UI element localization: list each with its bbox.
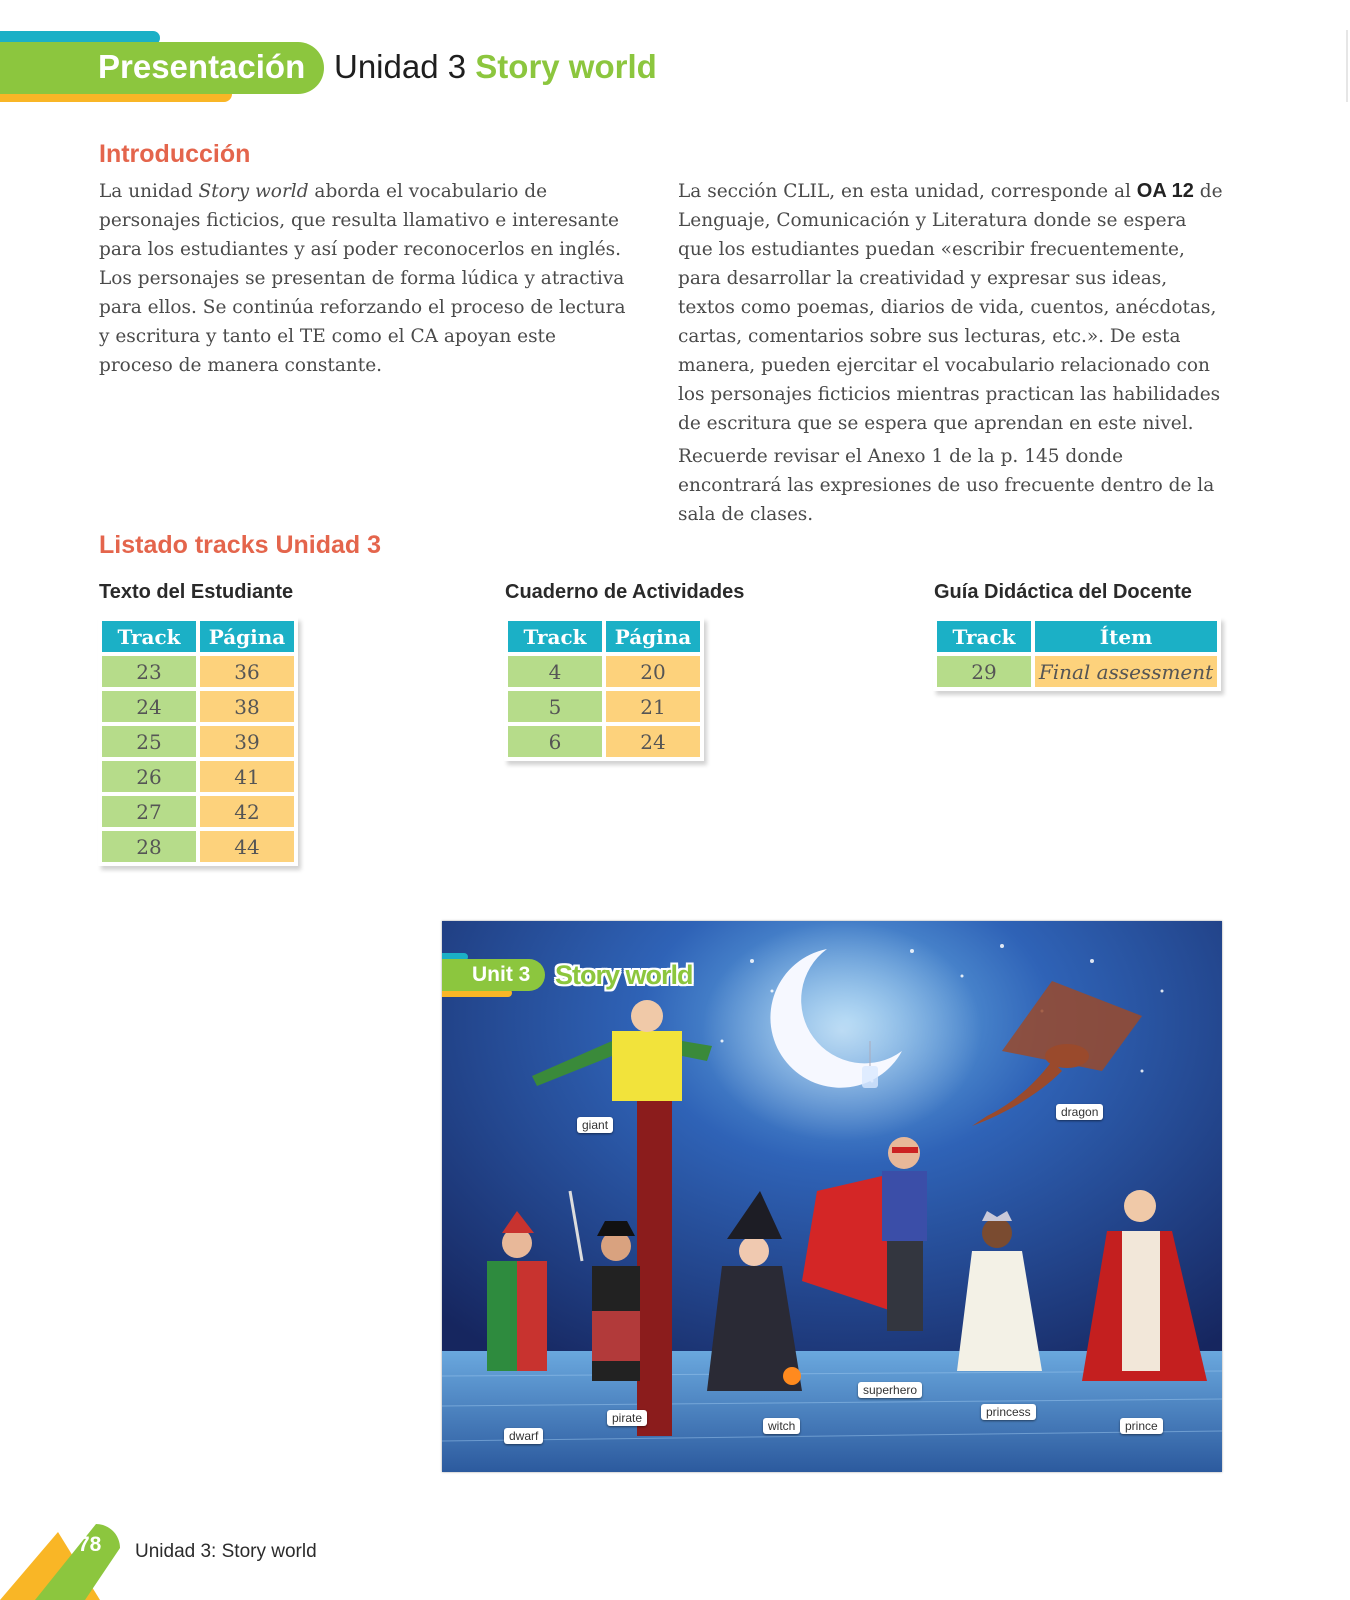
page-edge-divider bbox=[1346, 30, 1348, 102]
table-row bbox=[937, 656, 1217, 687]
cuaderno-table-title: Cuaderno de Actividades bbox=[505, 581, 745, 603]
running-title: Unidad 3: Story world bbox=[135, 1541, 317, 1562]
unit-title: Story world bbox=[555, 960, 693, 990]
page-title bbox=[334, 46, 657, 88]
track-cell: 6 bbox=[508, 726, 602, 757]
column-header: Página bbox=[606, 621, 700, 652]
track-cell: 25 bbox=[102, 726, 196, 757]
cuaderno-tracks-table bbox=[504, 617, 704, 761]
table-row bbox=[508, 726, 700, 757]
column-header: Track bbox=[937, 621, 1031, 652]
intro-annex-note: Recuerde revisar el Anexo 1 de la p. 145 donde encontrará las expresiones de uso frecuente dentro de la sala de clases. bbox=[678, 446, 1215, 525]
texto-table-title: Texto del Estudiante bbox=[99, 581, 294, 603]
label-dragon: dragon bbox=[1056, 1104, 1103, 1120]
column-header: Track bbox=[102, 621, 196, 652]
value-cell: 24 bbox=[606, 726, 700, 757]
track-cell: 23 bbox=[102, 656, 196, 687]
column-header: Ítem bbox=[1035, 621, 1217, 652]
value-cell: 39 bbox=[200, 726, 294, 757]
value-cell: Final assessment bbox=[1035, 656, 1217, 687]
guia-tracks-table bbox=[933, 617, 1221, 691]
value-cell: 41 bbox=[200, 761, 294, 792]
section-label: Presentación bbox=[98, 48, 306, 85]
unit-name: Story world bbox=[475, 48, 657, 85]
table-row bbox=[102, 691, 294, 722]
label-witch: witch bbox=[763, 1418, 800, 1434]
value-cell: 20 bbox=[606, 656, 700, 687]
footer-page-tab bbox=[0, 1518, 140, 1600]
table-row bbox=[102, 656, 294, 687]
column-header: Página bbox=[200, 621, 294, 652]
track-cell: 29 bbox=[937, 656, 1031, 687]
value-cell: 44 bbox=[200, 831, 294, 862]
table-row bbox=[508, 656, 700, 687]
column-header: Track bbox=[508, 621, 602, 652]
label-dwarf: dwarf bbox=[504, 1428, 543, 1444]
track-cell: 26 bbox=[102, 761, 196, 792]
value-cell: 42 bbox=[200, 796, 294, 827]
intro-right-paragraph: La sección CLIL, en esta unidad, corresponde al OA 12 de Lenguaje, Comunicación y Literatura donde se espera que los estudiantes puedan «escribir frecuentemente, para desarrollar la creatividad y expresar sus ideas, textos como poemas, diarios de vida, cuentos, anécdotas, cartas, comentarios sobre sus lecturas, etc.». De esta manera, pueden ejercitar el vocabulario relacionado con los personajes ficticios mientras practican las habilidades de escritura que se espera que aprendan en este nivel. bbox=[678, 180, 1223, 434]
table-row bbox=[102, 831, 294, 862]
track-cell: 24 bbox=[102, 691, 196, 722]
table-row bbox=[508, 691, 700, 722]
track-cell: 5 bbox=[508, 691, 602, 722]
tracks-heading: Listado tracks Unidad 3 bbox=[99, 531, 382, 559]
page-number: 78 bbox=[78, 1533, 102, 1556]
label-superhero: superhero bbox=[858, 1382, 922, 1398]
label-pirate: pirate bbox=[607, 1410, 647, 1426]
label-prince: prince bbox=[1120, 1418, 1163, 1434]
track-cell: 4 bbox=[508, 656, 602, 687]
intro-heading: Introducción bbox=[99, 140, 251, 168]
story-world-illustration bbox=[442, 921, 1222, 1472]
intro-left-paragraph: La unidad Story world aborda el vocabulario de personajes ficticios, que resulta llamativo e interesante para los estudiantes y así poder reconocerlos en inglés. Los personajes se presentan de forma lúdica y atractiva para ellos. Se continúa reforzando el proceso de lectura y escritura y tanto el TE como el CA apoyan este proceso de manera constante. bbox=[99, 181, 626, 376]
track-cell: 28 bbox=[102, 831, 196, 862]
table-row bbox=[102, 796, 294, 827]
guia-table-title: Guía Didáctica del Docente bbox=[934, 581, 1192, 603]
label-princess: princess bbox=[981, 1404, 1036, 1420]
value-cell: 21 bbox=[606, 691, 700, 722]
unit-prefix: Unidad 3 bbox=[334, 48, 467, 85]
texto-tracks-table bbox=[98, 617, 298, 866]
value-cell: 36 bbox=[200, 656, 294, 687]
unit-label: Unit 3 bbox=[472, 963, 531, 986]
scene-background bbox=[442, 921, 1222, 1472]
table-row bbox=[102, 726, 294, 757]
track-cell: 27 bbox=[102, 796, 196, 827]
label-giant: giant bbox=[577, 1117, 613, 1133]
table-row bbox=[102, 761, 294, 792]
value-cell: 38 bbox=[200, 691, 294, 722]
